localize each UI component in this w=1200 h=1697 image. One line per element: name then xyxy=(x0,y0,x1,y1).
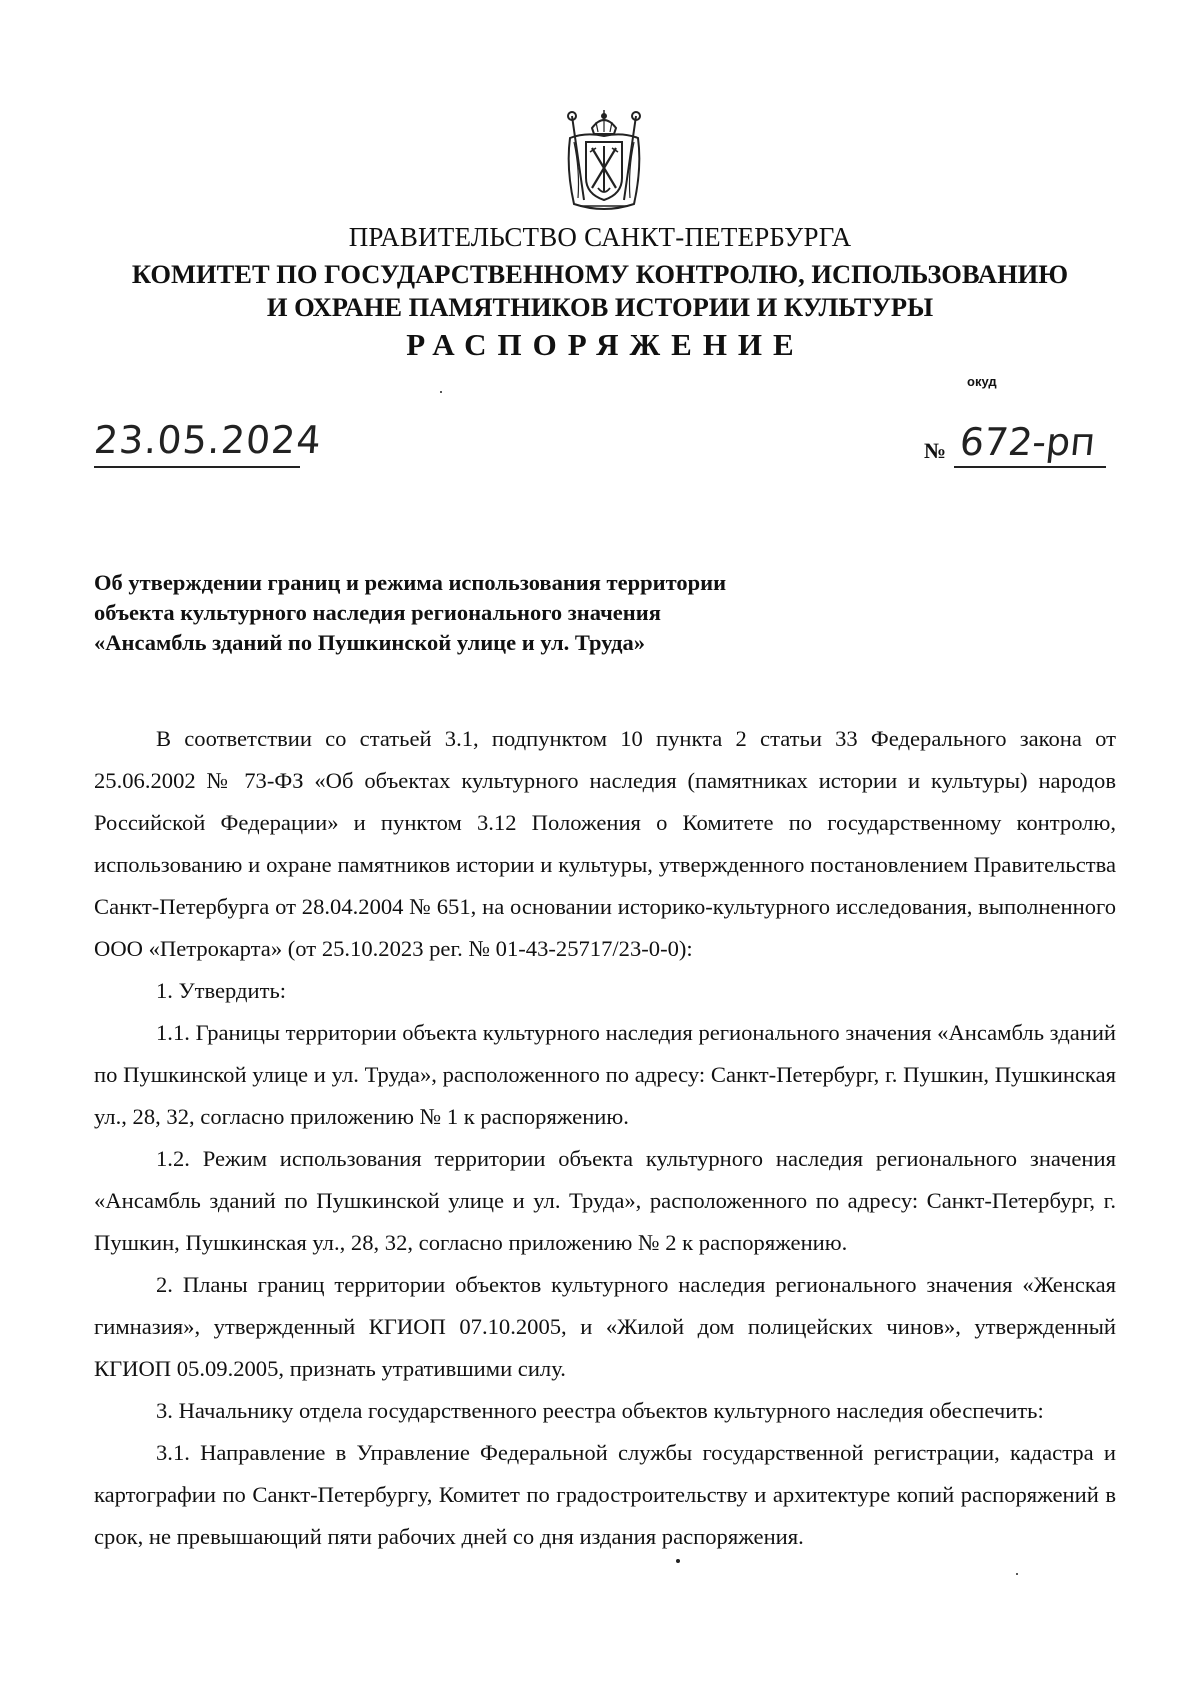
order-body xyxy=(94,718,1116,1558)
paragraph-1-1: 1.1. Границы территории объекта культурного наследия регионального значения «Ансамбль зданий по Пушкинской улице и ул. Труда», расположенного по адресу: Санкт-Петербург, г. Пушкин, Пушкинская ул., 28, 32, согласно приложению № 1 к распоряжению. xyxy=(94,1020,1116,1129)
order-number-sign: № xyxy=(924,438,947,463)
saint-petersburg-coat-of-arms-icon xyxy=(562,108,646,216)
paragraph-3-1: 3.1. Направление в Управление Федеральной службы государственной регистрации, кадастра и картографии по Санкт-Петербургу, Комитет по градостроительству и архитектуре копий распоряжений в срок, не превышающий пяти рабочих дней со дня издания распоряжения. xyxy=(94,1440,1116,1549)
subject-line-3: «Ансамбль зданий по Пушкинской улице и ул. Труда» xyxy=(94,630,645,655)
scan-speck xyxy=(1016,1573,1018,1575)
subject-line-2: объекта культурного наследия регионального значения xyxy=(94,600,661,625)
order-date: 23.05.2024 xyxy=(92,418,324,462)
preamble-paragraph: В соответствии со статьей 3.1, подпунктом 10 пункта 2 статьи 33 Федерального закона от 25.06.2002 № 73-ФЗ «Об объектах культурного наследия (памятниках истории и культуры) народов Российской Федерации» и пунктом 3.12 Положения о Комитете по государственному контролю, использованию и охране памятников истории и культуры, утвержденного постановлением Правительства Санкт-Петербурга от 28.04.2004 № 651, на основании историко-культурного исследования, выполненного ООО «Петрокарта» (от 25.10.2023 рег. № 01-43-25717/23-0-0): xyxy=(94,726,1116,961)
paragraph-1-2: 1.2. Режим использования территории объекта культурного наследия регионального значения «Ансамбль зданий по Пушкинской улице и ул. Труда», расположенного по адресу: Санкт-Петербург, г. Пушкин, Пушкинская ул., 28, 32, согласно приложению № 2 к распоряжению. xyxy=(94,1146,1116,1255)
date-underline xyxy=(94,466,300,468)
committee-name-line-1: КОМИТЕТ ПО ГОСУДАРСТВЕННОМУ КОНТРОЛЮ, ИСПОЛЬЗОВАНИЮ xyxy=(131,259,1069,289)
paragraph-2: 2. Планы границ территории объектов культурного наследия регионального значения «Женская гимназия», утвержденный КГИОП 07.10.2005, и «Жилой дом полицейских чинов», утвержденный КГИОП 05.09.2005, признать утратившими силу. xyxy=(94,1272,1116,1381)
scan-speck xyxy=(676,1559,680,1563)
subject-line-1: Об утверждении границ и режима использования территории xyxy=(94,570,727,595)
government-name: ПРАВИТЕЛЬСТВО САНКТ-ПЕТЕРБУРГА xyxy=(348,222,852,252)
paragraph-3: 3. Начальнику отдела государственного реестра объектов культурного наследия обеспечить: xyxy=(156,1398,1044,1423)
committee-name xyxy=(0,258,1200,324)
number-underline xyxy=(954,466,1106,468)
document-type: РАСПОРЯЖЕНИЕ xyxy=(406,327,805,362)
okud-label: окуд xyxy=(967,374,997,389)
committee-name-line-2: И ОХРАНЕ ПАМЯТНИКОВ ИСТОРИИ И КУЛЬТУРЫ xyxy=(266,292,934,322)
paragraph-1: 1. Утвердить: xyxy=(156,978,287,1003)
order-number: 672-рп xyxy=(957,420,1098,464)
order-subject xyxy=(94,568,726,658)
scan-speck xyxy=(440,391,442,393)
